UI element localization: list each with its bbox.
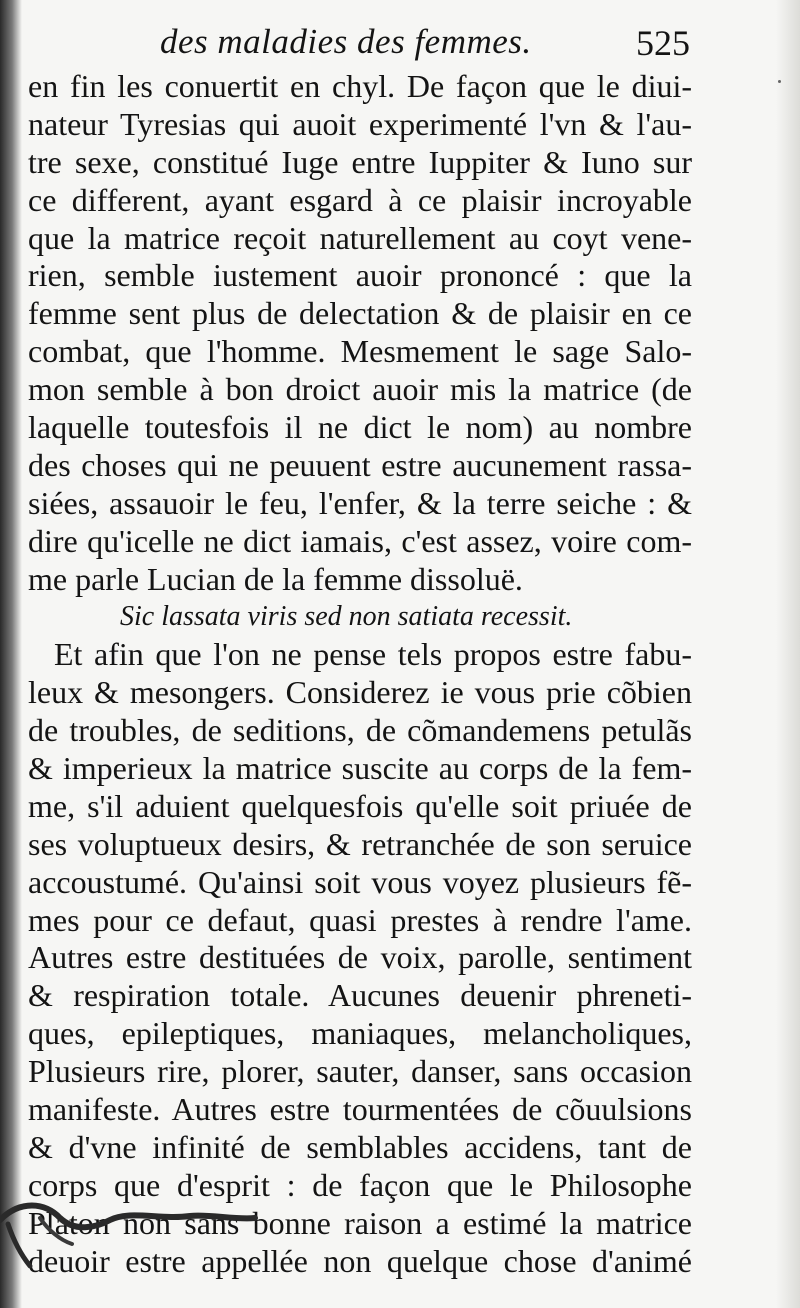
- text-line: ses voluptueux desirs, & retranchée de son seruice: [28, 825, 692, 862]
- page-header: [160, 12, 690, 74]
- text-line: nateur Tyresias qui auoit experimenté l'vn & l'au-: [28, 105, 692, 142]
- text-line: mes pour ce defaut, quasi prestes à rendre l'ame.: [28, 901, 692, 938]
- body-text: [28, 68, 692, 1281]
- text-line: Plusieurs rire, plorer, sauter, danser, sans occasion: [28, 1053, 692, 1090]
- text-line: ce different, ayant esgard à ce plaisir incroyable: [28, 181, 692, 218]
- page-number: 525: [636, 23, 690, 63]
- text-line: femme sent plus de delectation & de plaisir en ce: [28, 295, 692, 332]
- text-line: de troubles, de seditions, de cõmandemens petulãs: [28, 712, 692, 749]
- latin-verse: Sic lassata viris sed non satiata recessit.: [120, 601, 573, 633]
- text-line: laquelle toutesfois il ne dict le nom) au nombre: [28, 409, 692, 446]
- text-line: des choses qui ne peuuent estre aucunement rassa-: [28, 446, 692, 483]
- text-line: leux & mesongers. Considerez ie vous prie cõbien: [28, 674, 692, 711]
- text-line: tre sexe, constitué Iuge entre Iuppiter & Iuno sur: [28, 143, 692, 180]
- text-line: me, s'il aduient quelquesfois qu'elle soit priuée de: [28, 787, 692, 824]
- paragraph-start: Et afin que l'on ne pense tels propos estre fabu-: [54, 636, 692, 673]
- text-line: rien, semble iustement auoir prononcé : que la: [28, 257, 692, 294]
- text-line: siées, assauoir le feu, l'enfer, & la terre seiche : &: [28, 484, 692, 521]
- text-line: ques, epileptiques, maniaques, melancholiques,: [28, 1015, 692, 1052]
- text-line: Platon non sans bonne raison a estimé la matrice: [28, 1204, 692, 1241]
- page-edge: [776, 0, 800, 1308]
- text-line: & imperieux la matrice suscite au corps de la fem-: [28, 750, 692, 787]
- text-line: deuoir estre appellée non quelque chose d'animé: [28, 1242, 692, 1279]
- binding-shadow: [0, 0, 22, 1308]
- text-line: me parle Lucian de la femme dissoluë.: [28, 560, 523, 597]
- text-line: & d'vne infinité de semblables accidens, tant de: [28, 1128, 692, 1165]
- text-line: accoustumé. Qu'ainsi soit vous voyez plusieurs fẽ-: [28, 863, 692, 900]
- margin-speck: [778, 80, 781, 83]
- text-line: corps que d'esprit : de façon que le Philosophe: [28, 1166, 692, 1203]
- text-line: combat, que l'homme. Mesmement le sage Salo-: [28, 333, 692, 370]
- text-line: manifeste. Autres estre tourmentées de cõuulsions: [28, 1091, 692, 1128]
- text-line: dire qu'icelle ne dict iamais, c'est assez, voire com-: [28, 522, 692, 559]
- running-title: des maladies des femmes.: [160, 22, 532, 61]
- page-damage-stain: [0, 1190, 260, 1270]
- text-line: en fin les conuertit en chyl. De façon que le diui-: [28, 68, 692, 104]
- text-line: que la matrice reçoit naturellement au coyt vene-: [28, 219, 692, 256]
- text-line: Autres estre destituées de voix, parolle, sentiment: [28, 939, 692, 976]
- text-line: mon semble à bon droict auoir mis la matrice (de: [28, 371, 692, 408]
- text-line: & respiration totale. Aucunes deuenir phreneti-: [28, 977, 692, 1014]
